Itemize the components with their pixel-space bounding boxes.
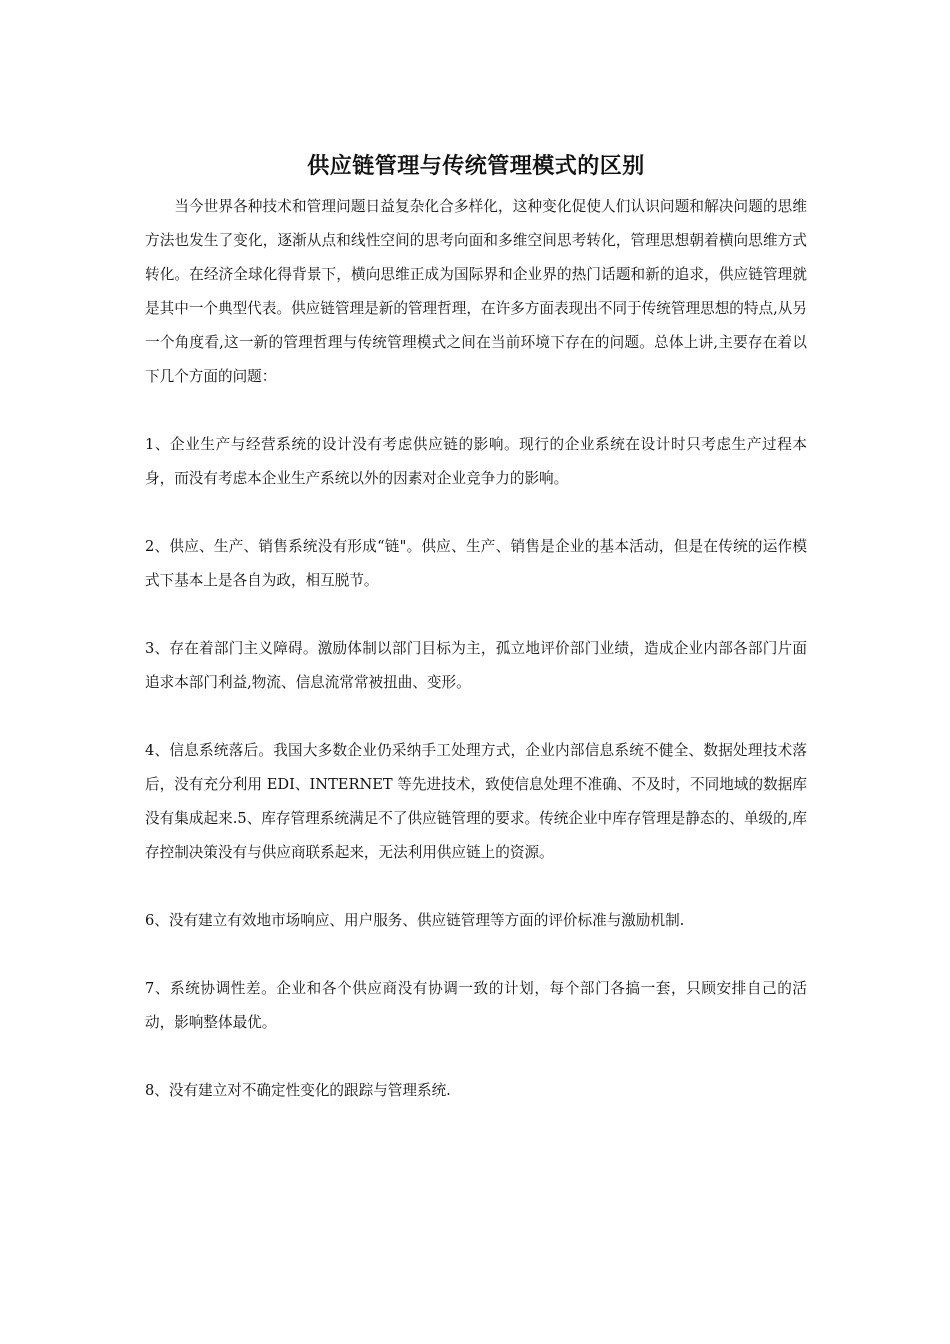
document-title: 供应链管理与传统管理模式的区别 xyxy=(307,154,645,179)
paragraph-gap xyxy=(145,496,807,530)
paragraph-gap xyxy=(145,870,807,904)
paragraph-gap xyxy=(145,394,807,428)
point-1-paragraph: 1、企业生产与经营系统的设计没有考虑供应链的影响。现行的企业系统在设计时只考虑生产过程本身，而没有考虑本企业生产系统以外的因素对企业竞争力的影响。 xyxy=(145,436,807,487)
point-7-paragraph: 7、系统协调性差。企业和各个供应商没有协调一致的计划，每个部门各搞一套，只顾安排自己的活动，影响整体最优。 xyxy=(145,980,807,1031)
intro-paragraph: 当今世界各种技术和管理问题日益复杂化合多样化，这种变化促使人们认识问题和解决问题的思维方法也发生了变化，逐渐从点和线性空间的思考向面和多维空间思考转化，管理思想朝着横向思维方式转化。在经济全球化得背景下，横向思维正成为国际界和企业界的热门话题和新的追求，供应链管理就是其中一个典型代表。供应链管理是新的管理哲理，在许多方面表现出不同于传统管理思想的特点,从另一个角度看,这一新的管理哲理与传统管理模式之间在当前环境下存在的问题。总体上讲,主要存在着以下几个方面的问题： xyxy=(145,198,807,385)
paragraph-gap xyxy=(145,938,807,972)
paragraph-gap xyxy=(145,598,807,632)
paragraph-gap xyxy=(145,1040,807,1074)
point-6-paragraph: 6、没有建立有效地市场响应、用户服务、供应链管理等方面的评价标准与激励机制. xyxy=(145,912,685,929)
document-body xyxy=(145,150,807,1108)
point-2-paragraph: 2、供应、生产、销售系统没有形成“链"。供应、生产、销售是企业的基本活动，但是在传统的运作模式下基本上是各自为政，相互脱节。 xyxy=(145,538,807,589)
paragraph-gap xyxy=(145,700,807,734)
point-3-paragraph: 3、存在着部门主义障碍。激励体制以部门目标为主，孤立地评价部门业绩，造成企业内部各部门片面追求本部门利益,物流、信息流常常被扭曲、变形。 xyxy=(145,640,807,691)
point-4-paragraph: 4、信息系统落后。我国大多数企业仍采纳手工处理方式，企业内部信息系统不健全、数据处理技术落后，没有充分利用 EDI、INTERNET 等先进技术，致使信息处理不准确、不及时，不同地域的数据库没有集成起来.5、库存管理系统满足不了供应链管理的要求。传统企业中库存管理是静态的、单级的,库存控制决策没有与供应商联系起来，无法利用供应链上的资源。 xyxy=(145,742,807,861)
point-8-paragraph: 8、没有建立对不确定性变化的跟踪与管理系统. xyxy=(145,1082,451,1099)
